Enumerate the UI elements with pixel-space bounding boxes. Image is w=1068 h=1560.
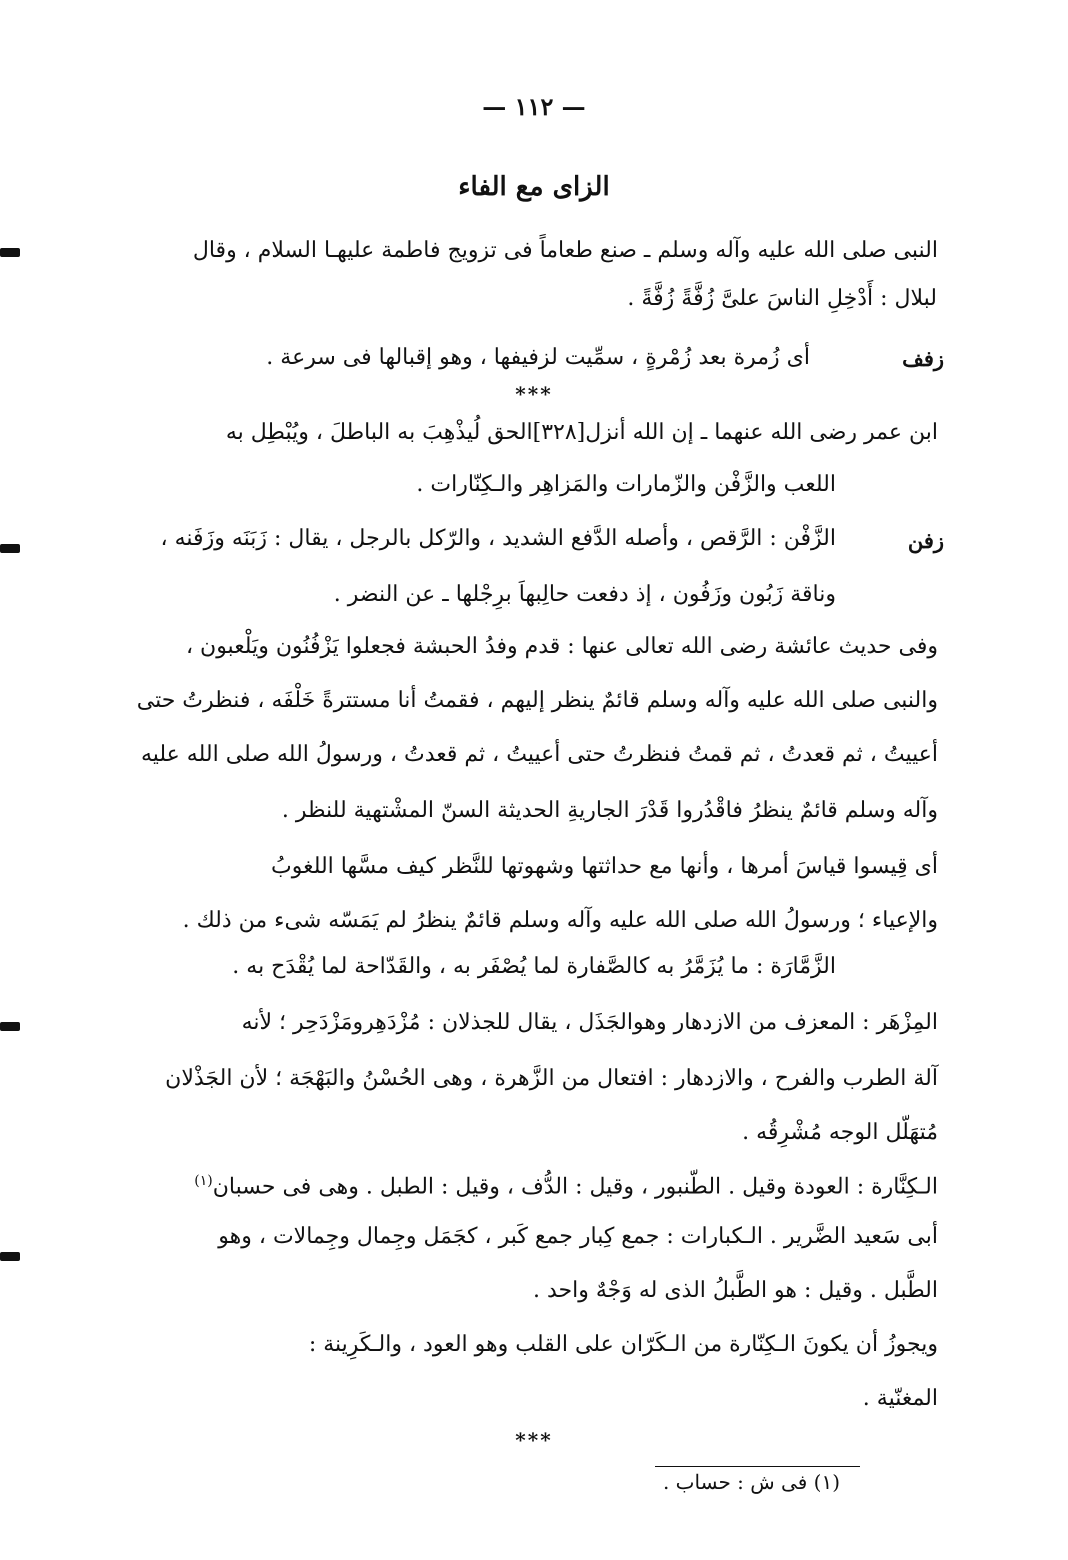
binding-mark: [0, 248, 20, 257]
section-heading: الزاى مع الفاء: [458, 172, 610, 202]
text-line-14: الزَّمَّارَة : ما يُزَمَّرُ به كالصَّفارة لما يُصْفَر به ، والقَدّاحة لما يُقْدَح به .: [232, 954, 836, 979]
text-line-6: الزَّفْن : الرَّقص ، وأصله الدَّفع الشديد ، والرّكل بالرجل ، يقال : زَبَنَه وزَفَنه ،: [160, 526, 836, 551]
text-line-19: أبى سَعيد الضَّرير . الـكبارات : جمع كِبار جمع كَبر ، كجَمَل وجِمال وجِمالات ، وهو: [218, 1224, 938, 1249]
text-line-22: المغنّية .: [862, 1386, 938, 1411]
text-line-1: النبى صلى الله عليه وآله وسلم ـ صنع طعاماً فى تزويج فاطمة عليهـا السلام ، وقال: [192, 238, 938, 263]
footnote-rule: [655, 1466, 860, 1467]
text-line-13: والإعياء ؛ ورسولُ الله صلى الله عليه وآله وسلم قائمٌ ينظرُ لم يَمَسّه شىء من ذلك .: [182, 908, 938, 933]
separator-stars: ***: [515, 382, 553, 406]
text-line-17: مُتهَلّل الوجه مُشْرِقُه .: [742, 1120, 938, 1145]
text-line-9: والنبى صلى الله عليه وآله وسلم قائمٌ ينظر إليهم ، فقمتُ أنا مستترةً خَلْفَه ، فنظرتُ حتى: [136, 688, 938, 713]
text-line-18-text: الـكِنَّارة : العودة وقيل . الطّنبور ، وقيل : الدُّف ، وقيل : الطبل . وهى فى حسبان: [212, 1174, 938, 1200]
binding-mark: [0, 1252, 20, 1261]
text-line-7: وناقة زَبُون وزَفُون ، إذ دفعت حالِبهاَ برِجْلها ـ عن النضر .: [333, 582, 836, 607]
footnote: (١) فى ش : حساب .: [662, 1470, 840, 1494]
text-line-10: أعييتُ ، ثم قعدتُ ، ثم قمتُ فنظرتُ حتى أعييتُ ، ثم قعدتُ ، ورسولُ الله صلى الله عليه: [140, 742, 938, 767]
binding-mark: [0, 544, 20, 553]
text-line-20: الطَّبل . وقيل : هو الطَّبلُ الذى له وَجْهٌ واحد .: [532, 1278, 938, 1303]
separator-stars-bottom: ***: [515, 1428, 553, 1452]
text-line-2: لبلال : أَدْخِلِ الناسَ علىَّ زُفَّةً زُفَّةً .: [627, 286, 937, 311]
text-line-4: ابن عمر رضى الله عنهما ـ إن الله أنزل[٣٢٨]الحق لُيذْهِبَ به الباطلَ ، ويُبْطِل به: [225, 420, 938, 445]
footnote-ref: (١): [194, 1173, 213, 1189]
text-line-21: ويجوزُ أن يكونَ الـكِنّارة من الـكَرّان على القلب وهو العود ، والـكَرِينة :: [308, 1332, 938, 1357]
entry-word-zff: زفف: [902, 346, 944, 371]
binding-mark: [0, 1022, 20, 1031]
text-line-3: أى زُمرة بعد زُمْرةٍ ، سمِّيت لزفيفها ، وهو إقبالها فى سرعة .: [266, 345, 810, 370]
text-line-15: المِزْهَر : المعزف من الازدهار وهوالجَذَل ، يقال للجذلان : مُزْدَهِرومَزْدَحِر ؛ لأنه: [241, 1010, 938, 1035]
page-number: — ١١٢ —: [482, 92, 586, 121]
entry-word-zfn: زفن: [907, 528, 944, 553]
text-line-12: أى قِيسوا قياسَ أمرها ، وأنها مع حداثتها وشهوتها للنَّظر كيف مسَّها اللغوبُ: [271, 854, 938, 879]
text-line-5: اللعب والزَّفْن والزّمارات والمَزاهِر والـكِنّارات .: [416, 472, 836, 497]
text-line-11: وآله وسلم قائمٌ ينظرُ فاقْدُروا قَدْرَ الجاريةِ الحديثة السنّ المشْتهية للنظر .: [281, 798, 938, 823]
text-line-16: آلة الطرب والفرح ، والازدهار : افتعال من الزَّهرة ، وهى الحُسْنُ والبَهْجَة ؛ لأن الجَذْلان: [165, 1066, 938, 1091]
text-line-18: [194, 1166, 938, 1202]
text-line-8: وفى حديث عائشة رضى الله تعالى عنها : قدم وفدُ الحبشة فجعلوا يَزْفُنُون ويَلْعبون ،: [185, 634, 938, 659]
